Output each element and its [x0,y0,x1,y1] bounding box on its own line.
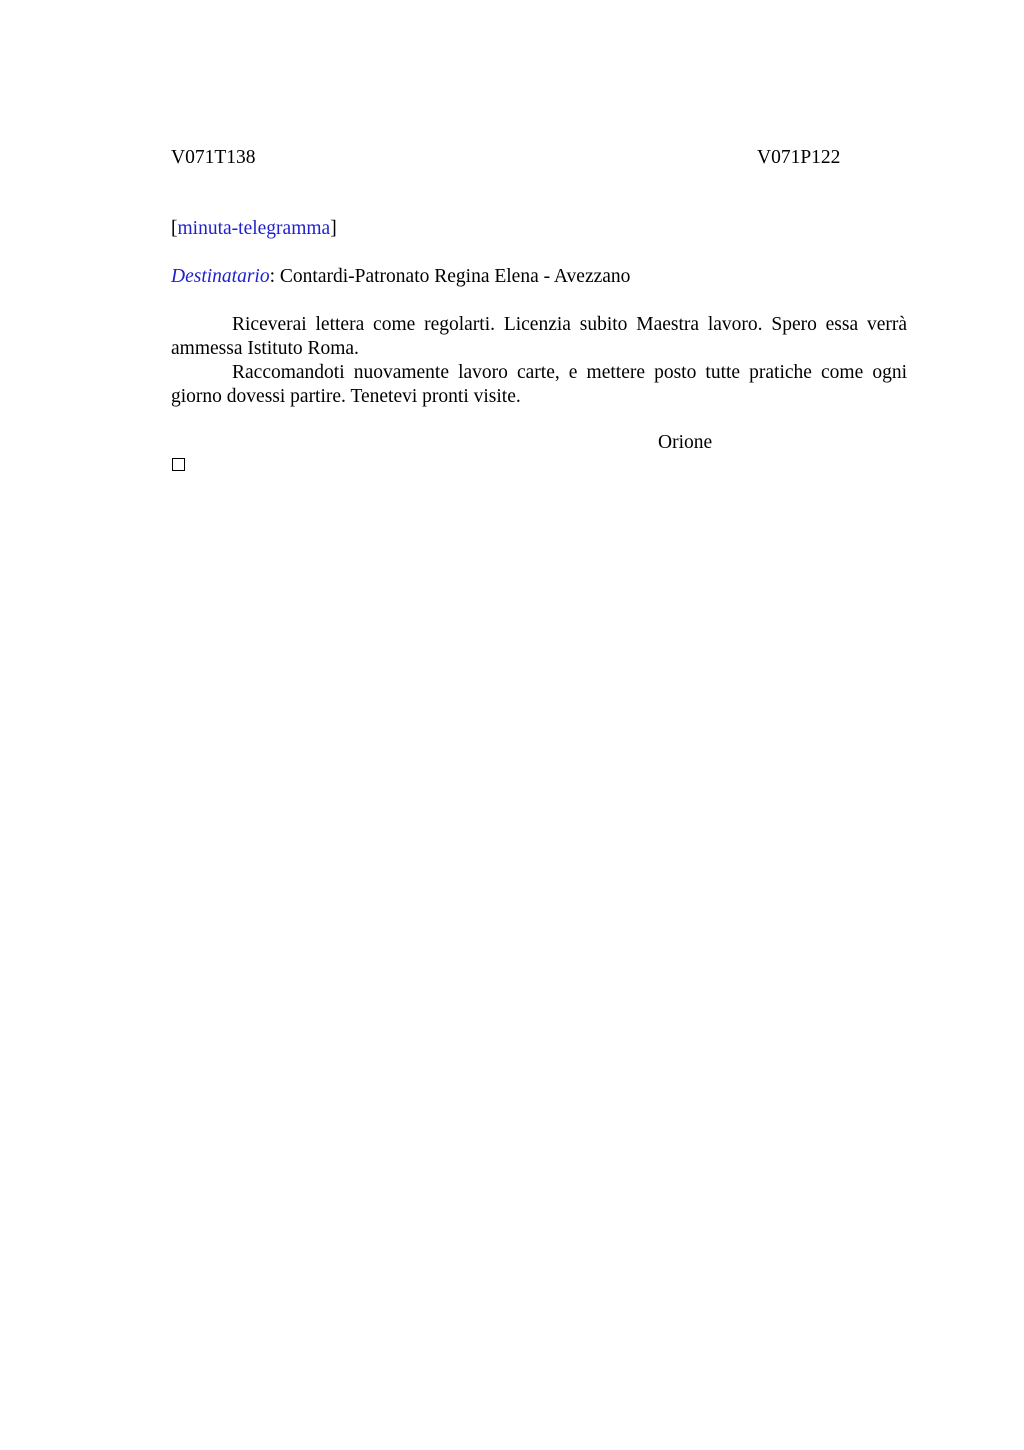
recipient-value: Contardi-Patronato Regina Elena - Avezzano [275,266,631,287]
signature: Orione [658,432,713,453]
recipient-line [171,265,630,289]
body-paragraph: Raccomandoti nuovamente lavoro carte, e mettere posto tutte pratiche come ogni giorno dovessi partire. Tenetevi pronti visite. [171,362,907,407]
open-bracket: [ [171,218,178,239]
recipient-separator: : [269,266,276,287]
body-paragraph: Riceverai lettera come regolarti. Licenzia subito Maestra lavoro. Spero essa verrà ammessa Istituto Roma. [171,314,907,359]
document-code-right: V071P122 [757,147,841,168]
square-outline-icon [172,458,185,471]
recipient-label: Destinatario [171,266,270,287]
letter-body [171,313,907,409]
close-bracket: ] [330,218,337,239]
document-type-label: minuta-telegramma [177,218,331,239]
document-type [171,217,337,241]
document-code-left: V071T138 [171,147,256,168]
